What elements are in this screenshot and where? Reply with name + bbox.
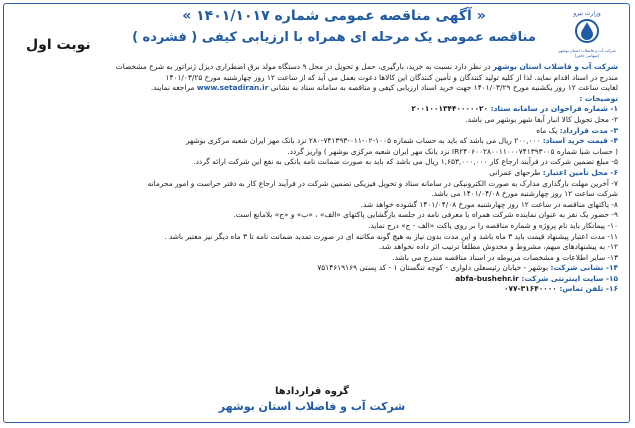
item-1-label: ۱- شماره فراخوان در سامانه ستاد: [490, 104, 618, 114]
footer-group: گروه قراردادها [275, 386, 349, 397]
list-item: ۱۱- مدت اعتبار پیشنهاد قیمت باید ۳ ماه باشد و این مدت بدون نیاز به هیچ گونه مکاتبه ای در صورت تمدید ضمانت نامه تا ۳ ماه دیگر نیز معتبر باشد . [164, 231, 618, 241]
item-15-label: ۱۵- سایت اینترنتی شرکت: [521, 273, 618, 283]
notice-title: « آگهی مناقصه عمومی شماره ۱۴۰۱/۱۰۱۷ » [182, 8, 486, 24]
list-item [12, 104, 618, 115]
intro-line: مندرج در اسناد اقدام نماید. لذا از کلیه تولید کنندگان و تأمین کنندگان این کالاها دعوت بعمل می آید که از ساعت ۱۲ روز چهارشنبه مورخ ۱۴۰۱/۰۳/۲۵ [165, 72, 618, 82]
list-item: ۷- آخرین مهلت بارگذاری مدارک به صورت الکترونیکی در سامانه ستاد و تحویل فیزیکی تضمین شرکت در فرآیند ارجاع کار به دفتر حراست و امور محرمانه [147, 178, 618, 188]
intro-tail: مراجعه نمایند. [150, 83, 197, 93]
notes-heading: توضیحات : [579, 93, 618, 103]
item-16-value: ۳۱۶۴۰۰۰۰-۰۷۷ [504, 284, 560, 294]
setad-site-link[interactable]: www.setadiran.ir [196, 83, 269, 93]
list-item: ۵- مبلغ تضمین شرکت در فرآیند ارجاع کار ۱,۶۵۳,۰۰۰,۰۰۰ ریال می باشد که باید به صورت ضمانت نامه بانکی به نفع این شرکت ارائه گردد. [193, 157, 618, 167]
company-name: شرکت آب و فاضلاب استان بوشهر [492, 62, 618, 71]
notice-frame [3, 3, 630, 423]
list-item [12, 274, 618, 285]
notice-body [12, 62, 618, 295]
company-site-link[interactable]: abfa-bushehr.ir [455, 273, 522, 283]
list-item [12, 263, 618, 274]
logo-company-text: شرکت آب و فاضلاب استان بوشهر (سهامی خاص) [558, 48, 616, 58]
list-item: ۹- حضور یک نفر به عنوان نماینده شرکت همراه با معرفی نامه در جلسه بازگشایی پاکتهای «الف» ، «ب» و «ج» بلامانع است. [233, 210, 618, 220]
list-item: ( حساب شبا شماره IR۲۴۰۶۰۰۲۸۰۰۱۱۰۰۰۷۴۱۳۹۳۰۰۵ نزد بانک مهر ایران شعبه مرکزی بوشهر ) واریز گردد. [287, 146, 618, 156]
list-item [12, 284, 618, 295]
round-label: نوبت اول [26, 37, 91, 53]
item-6-value: طرحهای عمرانی [489, 167, 543, 177]
list-item: ۱۳- سایر اطلاعات و مشخصات مربوطه در اسناد مناقصه مندرج می باشد. [392, 252, 618, 262]
intro-line [12, 62, 618, 73]
notice-subtitle: مناقصه عمومی یک مرحله ای همراه با ارزیابی کیفی ( فشرده ) [132, 30, 536, 45]
water-drop-icon [572, 18, 602, 44]
list-item: ۲- محل تحویل کالا انبار آبفا شهر بوشهر می باشد. [465, 114, 618, 124]
company-logo [552, 10, 622, 62]
list-item [12, 168, 618, 179]
intro-text-3: لغایت ساعت ۱۲ روز یکشنبه مورخ ۱۴۰۱/۰۳/۲۹ جهت خرید اسناد ارزیابی کیفی و مناقصه به سامانه ستاد به نشانی [270, 83, 618, 93]
notice-footer [12, 386, 612, 413]
list-item [12, 136, 618, 147]
list-item: ۸- پاکتهای مناقصه در ساعت ۱۲ روز چهارشنبه مورخ ۱۴۰۱/۰۴/۰۸ گشوده خواهد شد. [360, 199, 618, 209]
logo-ministry-text: وزارت نیرو [573, 10, 601, 17]
notice-header [4, 4, 628, 62]
item-1-value: ۲۰۰۱۰۰۱۳۴۴۰۰۰۰۰۲۰ [411, 104, 491, 114]
intro-text-1: در نظر دارد نسبت به خرید، بارگیری، حمل و تحویل در محل ۹ دستگاه مولد برق اضطراری دیزل ژنراتور به شرح مشخصات [115, 62, 493, 71]
item-16-label: ۱۶- تلفن تماس: [559, 284, 618, 294]
item-14-label: ۱۴- نشانی شرکت: [550, 263, 618, 273]
item-6-label: ۶- محل تأمین اعتبار: [542, 167, 618, 177]
list-item: ۱۲- به پیشنهادهای مبهم، مشروط و مخدوش مطلقاً ترتیب اثر داده نخواهد شد. [378, 242, 618, 252]
item-4-label: ۴- قیمت خرید اسناد: [542, 136, 618, 146]
list-item: شرکت ساعت ۱۲ روز چهارشنبه مورخ ۱۴۰۱/۰۴/۰۸ می باشد. [431, 189, 618, 199]
list-item: ۱۰- پیمانکار باید نام پروژه و شماره مناقصه را بر روی پاکت «الف - ج» درج نماید. [367, 220, 618, 230]
intro-line [12, 83, 618, 94]
item-3-label: ۳- مدت قرارداد: [559, 125, 618, 135]
item-4-value: ۲۰۰,۰۰۰ ریال می باشد که باید به حساب شماره ۱۰۰۵-۰۲-۰۱۱-۷۴۱۳۹۳-۲۸۰ نزد بانک مهر ایران شعبه مرکزی بوشهر [185, 136, 543, 146]
footer-company: شرکت آب و فاضلاب استان بوشهر [218, 400, 406, 413]
item-14-value: بوشهر - خیابان رئیسعلی دلواری - کوچه تنگستان ۱ - کد پستی ۷۵۱۴۶۱۹۱۶۹ [317, 263, 551, 273]
list-item [12, 126, 618, 137]
item-3-value: یک ماه [536, 125, 560, 135]
